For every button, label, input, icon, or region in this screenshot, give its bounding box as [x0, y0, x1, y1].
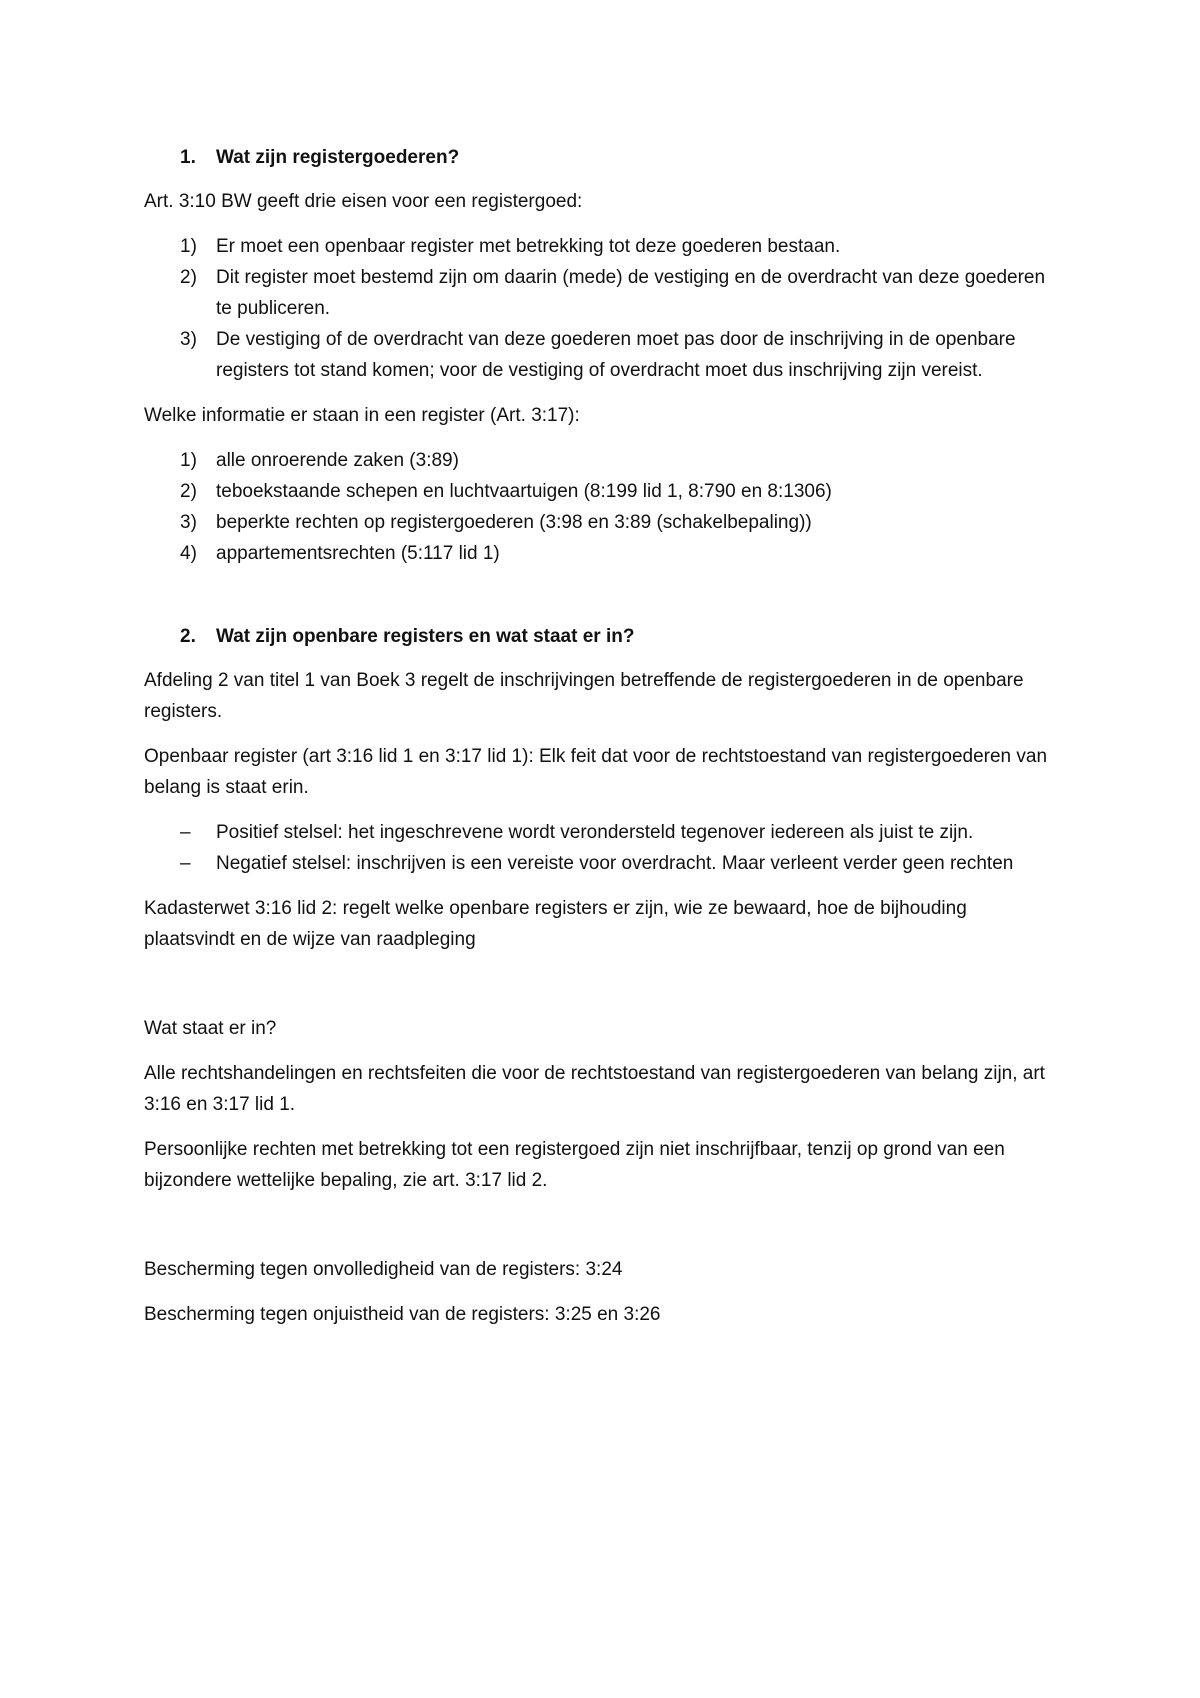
info-list	[144, 445, 1056, 569]
spacer	[144, 583, 1056, 621]
section-1-heading	[144, 142, 1056, 173]
section-title: Wat zijn registergoederen?	[216, 147, 460, 168]
list-item-text: appartementsrechten (5:117 lid 1)	[216, 543, 500, 564]
list-item-text: Dit register moet bestemd zijn om daarin (mede) de vestiging en de overdracht van deze goederen te publiceren.	[216, 267, 1046, 319]
paragraph: Afdeling 2 van titel 1 van Boek 3 regelt de inschrijvingen betreffende de registergoederen in de openbare registers.	[144, 670, 1024, 722]
list-item-text: Er moet een openbaar register met betrekking tot deze goederen bestaan.	[216, 236, 841, 257]
list-item	[144, 538, 1056, 569]
paragraph: Bescherming tegen onvolledigheid van de registers: 3:24	[144, 1259, 623, 1280]
section-2-heading	[144, 621, 1056, 652]
list-marker: 3)	[180, 512, 197, 533]
list-item	[144, 817, 1056, 848]
list-item	[144, 262, 1056, 324]
list-item-text: alle onroerende zaken (3:89)	[216, 450, 459, 471]
list-item-text: Positief stelsel: het ingeschrevene wordt verondersteld tegenover iedereen als juist te zijn.	[216, 822, 974, 843]
spacer	[144, 969, 1056, 1013]
list-item	[144, 476, 1056, 507]
subheading: Wat staat er in?	[144, 1018, 277, 1039]
list-marker: 2)	[180, 267, 197, 288]
section-number: 1.	[180, 147, 196, 168]
section-title: Wat zijn openbare registers en wat staat er in?	[216, 626, 635, 647]
requirements-list	[144, 231, 1056, 386]
list-item	[144, 848, 1056, 879]
list-item	[144, 231, 1056, 262]
list-item-text: Negatief stelsel: inschrijven is een vereiste voor overdracht. Maar verleent verder geen rechten	[216, 853, 1014, 874]
section-number: 2.	[180, 626, 196, 647]
list-item-text: teboekstaande schepen en luchtvaartuigen (8:199 lid 1, 8:790 en 8:1306)	[216, 481, 832, 502]
paragraph: Kadasterwet 3:16 lid 2: regelt welke openbare registers er zijn, wie ze bewaard, hoe de bijhouding plaatsvindt en de wijze van raadpleging	[144, 898, 967, 950]
list-item-text: beperkte rechten op registergoederen (3:98 en 3:89 (schakelbepaling))	[216, 512, 812, 533]
document-body	[144, 142, 1056, 1344]
list-marker: 3)	[180, 329, 197, 350]
list-item	[144, 445, 1056, 476]
info-intro: Welke informatie er staan in een register (Art. 3:17):	[144, 405, 580, 426]
list-marker: 1)	[180, 236, 197, 257]
dash-marker: –	[180, 822, 191, 843]
list-marker: 2)	[180, 481, 197, 502]
spacer	[144, 1210, 1056, 1254]
list-marker: 4)	[180, 543, 197, 564]
paragraph: Openbaar register (art 3:16 lid 1 en 3:17 lid 1): Elk feit dat voor de rechtstoestand van registergoederen van belang is staat erin.	[144, 746, 1048, 798]
list-item-text: De vestiging of de overdracht van deze goederen moet pas door de inschrijving in de openbare registers tot stand komen; voor de vestiging of overdracht moet dus inschrijving zijn vereist.	[216, 329, 1016, 381]
dash-marker: –	[180, 853, 191, 874]
paragraph: Alle rechtshandelingen en rechtsfeiten die voor de rechtstoestand van registergoederen van belang zijn, art 3:16 en 3:17 lid 1.	[144, 1063, 1045, 1115]
paragraph: Bescherming tegen onjuistheid van de registers: 3:25 en 3:26	[144, 1304, 661, 1325]
requirements-intro: Art. 3:10 BW geeft drie eisen voor een registergoed:	[144, 191, 583, 212]
paragraph: Persoonlijke rechten met betrekking tot een registergoed zijn niet inschrijfbaar, tenzij op grond van een bijzondere wettelijke bepaling, zie art. 3:17 lid 2.	[144, 1139, 1005, 1191]
list-item	[144, 507, 1056, 538]
systems-list	[144, 817, 1056, 879]
list-item	[144, 324, 1056, 386]
list-marker: 1)	[180, 450, 197, 471]
